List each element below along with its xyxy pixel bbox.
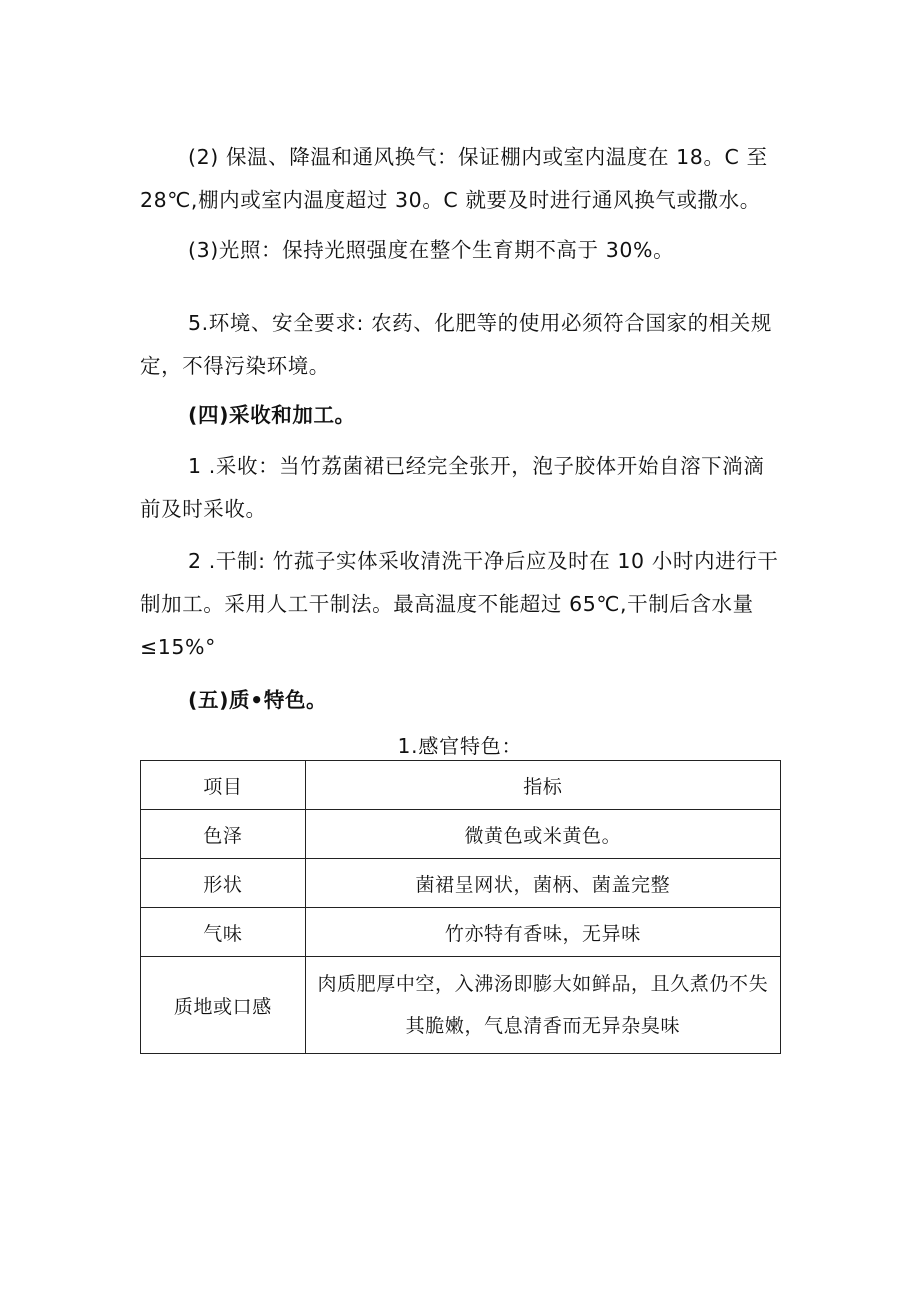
- paragraph-drying: 2 .干制: 竹菰子实体采收清洗干净后应及时在 10 小时内进行干制加工。采用人工干制法。最高温度不能超过 65℃,干制后含水量≤15%°: [140, 549, 779, 659]
- sensory-features-table: [140, 760, 781, 1054]
- paragraph-harvest: 1 .采收：当竹荔菌裙已经完全张开，泡子胶体开始自溶下淌滴前及时采收。: [140, 454, 765, 521]
- table-caption: 1.感官特色：: [397, 734, 523, 758]
- table-cell-item: 气味: [141, 908, 306, 957]
- table-header-row: [141, 761, 781, 810]
- section-heading-harvest-processing: (四)采收和加工。: [188, 403, 356, 427]
- table-cell-item: 形状: [141, 859, 306, 908]
- table-cell-item: 色泽: [141, 810, 306, 859]
- table-cell-indicator: 微黄色或米黄色。: [305, 810, 780, 859]
- table-header-indicator: 指标: [305, 761, 780, 810]
- table-row: [141, 810, 781, 859]
- table-row: [141, 859, 781, 908]
- table-cell-indicator: 竹亦特有香味，无异味: [305, 908, 780, 957]
- table-cell-item: 质地或口感: [141, 957, 306, 1054]
- paragraph-lighting: (3)光照：保持光照强度在整个生育期不高于 30%。: [188, 238, 675, 262]
- table-cell-indicator: 菌裙呈网状，菌柄、菌盖完整: [305, 859, 780, 908]
- table-row: [141, 908, 781, 957]
- table-cell-indicator: 肉质肥厚中空，入沸汤即膨大如鲜品，且久煮仍不失其脆嫩，气息清香而无异杂臭味: [305, 957, 780, 1054]
- paragraph-environment-safety: 5.环境、安全要求: 农药、化肥等的使用必须符合国家的相关规定，不得污染环境。: [140, 311, 772, 378]
- section-heading-quality-features: (五)质•特色。: [188, 688, 328, 712]
- table-row: [141, 957, 781, 1054]
- table-header-item: 项目: [141, 761, 306, 810]
- paragraph-temperature-ventilation: (2) 保温、降温和通风换气：保证棚内或室内温度在 18。C 至 28℃,棚内或室内温度超过 30。C 就要及时进行通风换气或撒水。: [140, 145, 768, 212]
